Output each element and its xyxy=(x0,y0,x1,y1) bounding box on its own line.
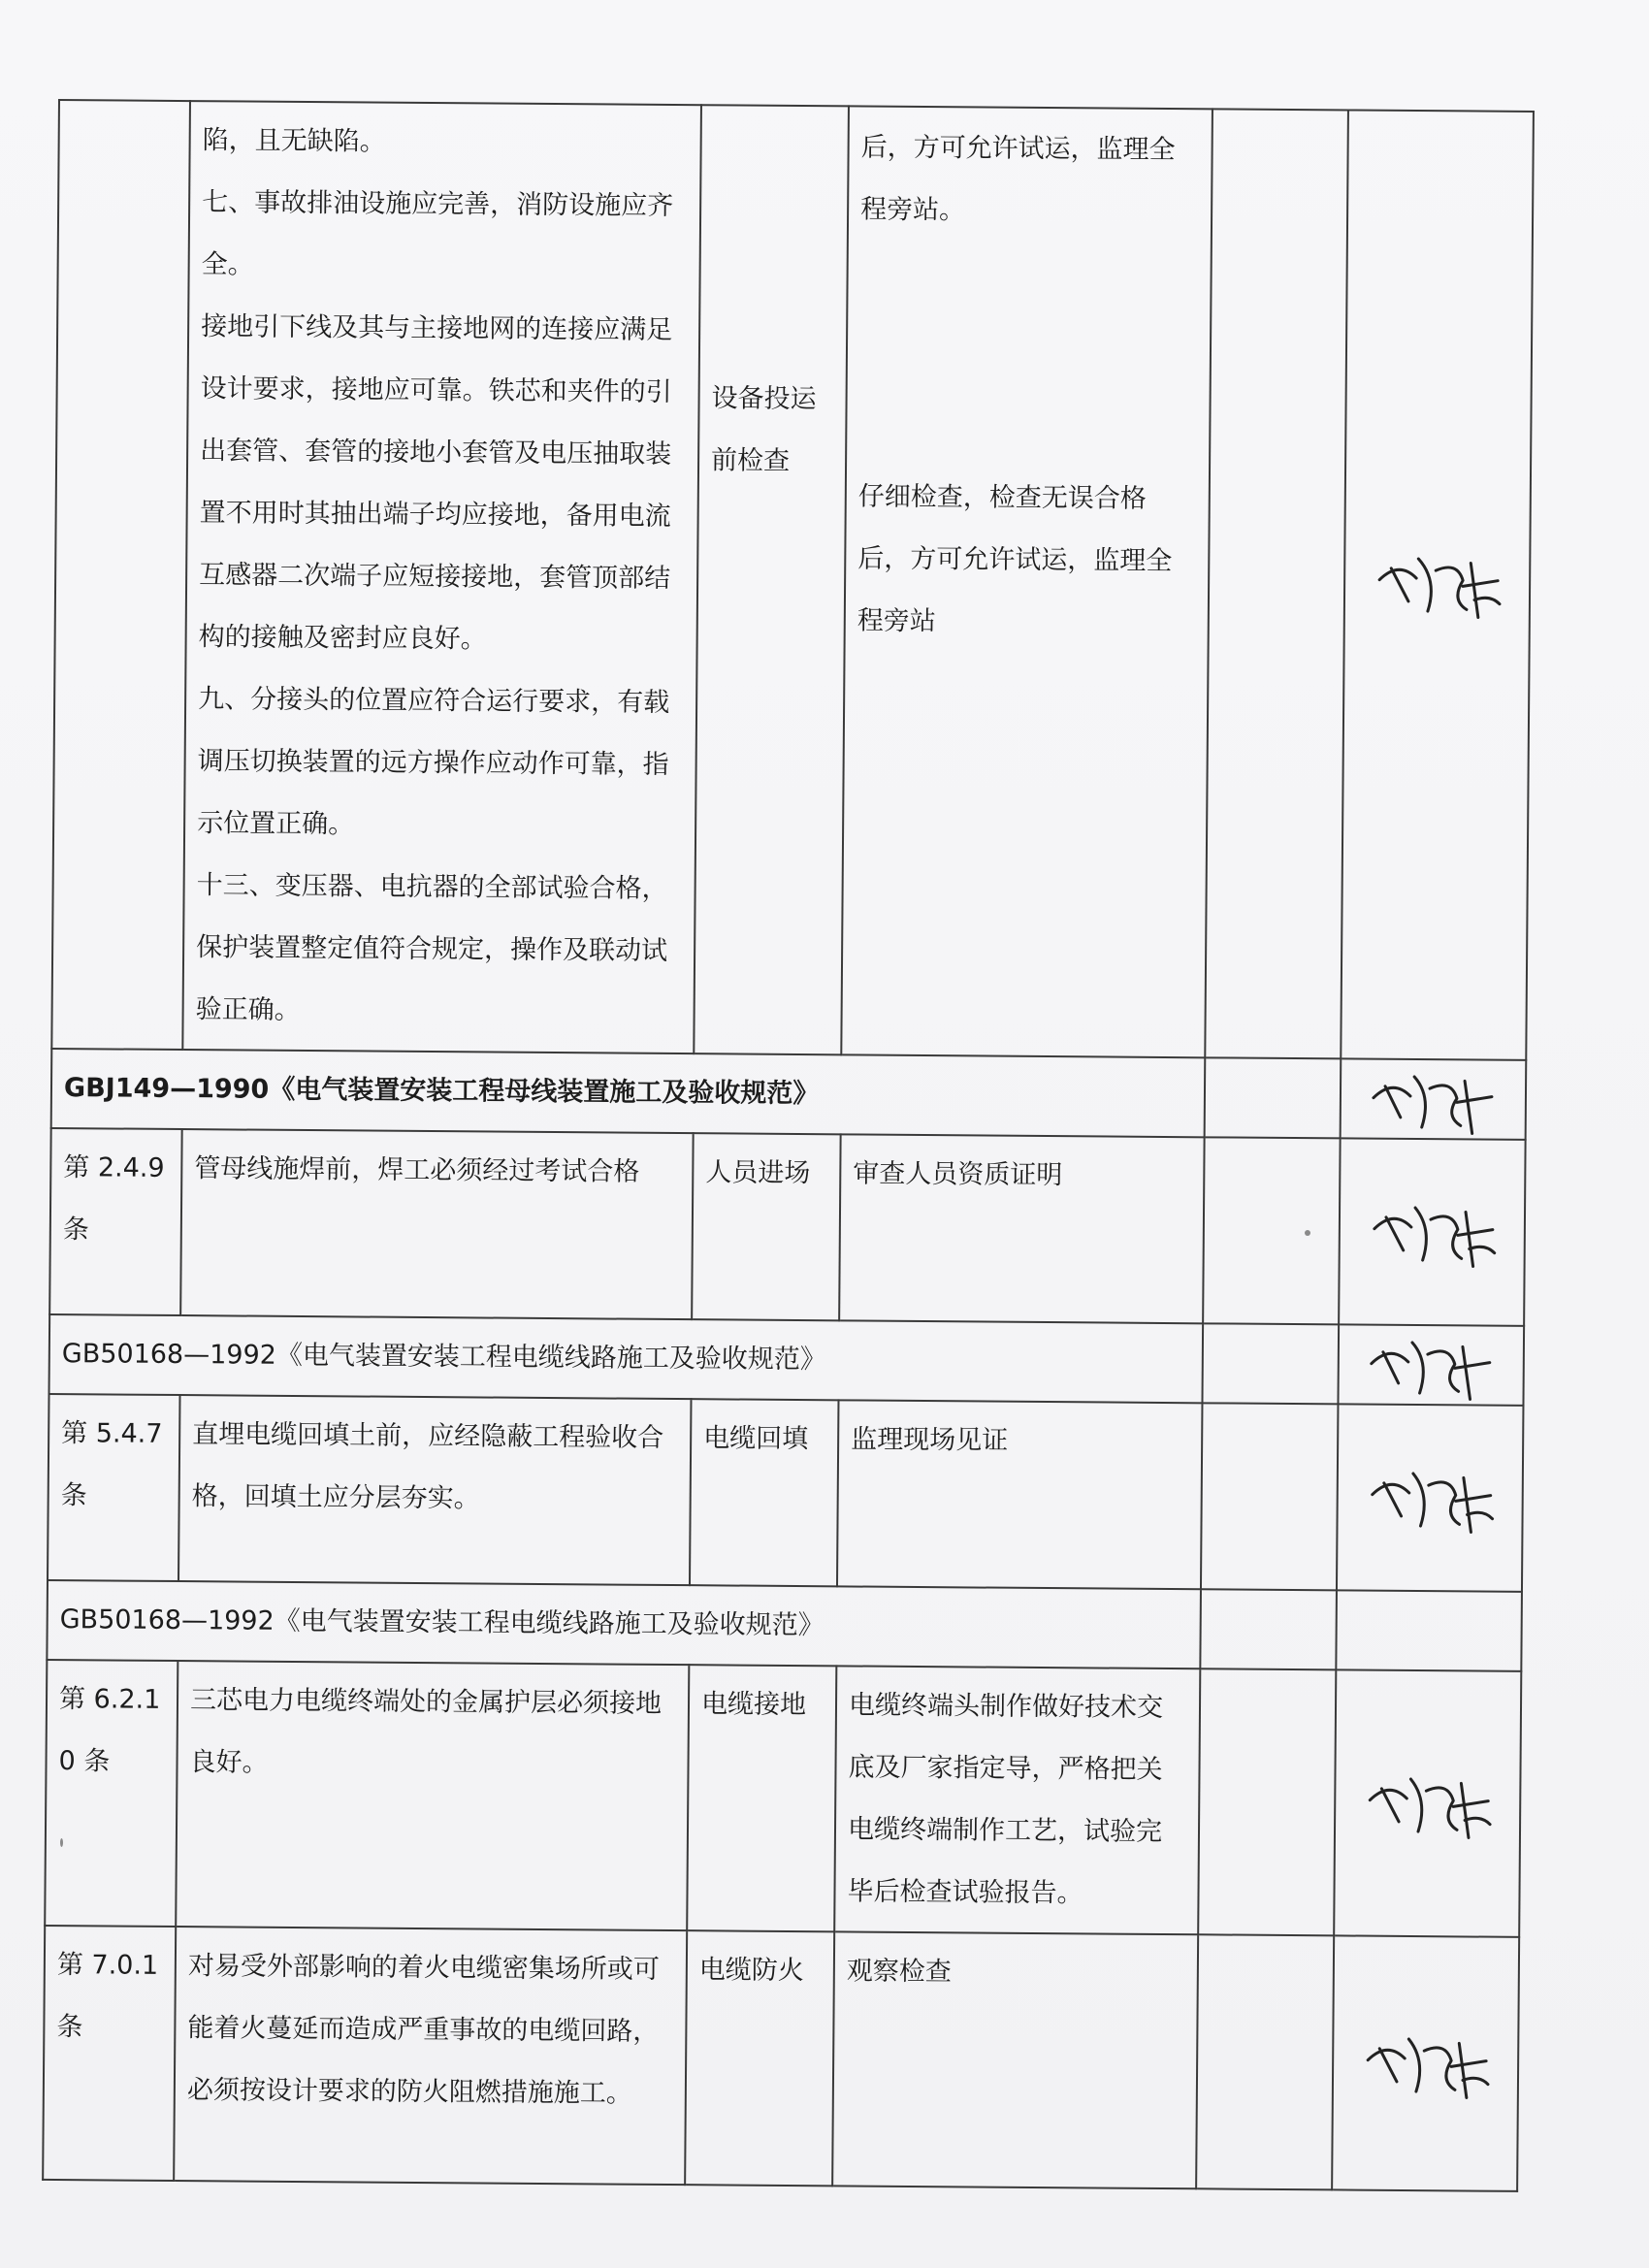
control-item: 人员进场 xyxy=(692,1133,841,1320)
table-row xyxy=(48,1394,1523,1592)
control-item: 电缆防火 xyxy=(685,1930,834,2186)
blank-cell xyxy=(1198,1669,1336,1935)
clause-number-cell xyxy=(51,100,190,1050)
control-method: 观察检查 xyxy=(832,1931,1198,2188)
handwritten-signature xyxy=(1362,1454,1499,1542)
control-item-cell xyxy=(694,105,849,1054)
handwritten-signature xyxy=(1363,1321,1500,1409)
clause-text: 直埋电缆回填土前，应经隐蔽工程验收合格，回填土应分层夯实。 xyxy=(178,1395,691,1585)
blank-cell xyxy=(1202,1323,1339,1404)
control-method-text: 仔细检查，检查无误合格后，方可允许试运，监理全程旁站 xyxy=(857,481,1173,637)
clause-paragraph: 九、分接头的位置应符合运行要求，有载调压切换装置的远方操作应动作可靠，指示位置正确。 xyxy=(197,684,670,840)
signature-cell xyxy=(1334,1669,1521,1936)
clause-text: 三芯电力电缆终端处的金属护层必须接地良好。 xyxy=(176,1661,689,1930)
table-row xyxy=(51,100,1534,1060)
clause-paragraph: 陷，且无缺陷。 xyxy=(202,125,386,157)
handwritten-signature xyxy=(1369,541,1505,630)
blank-cell xyxy=(1196,1934,1334,2189)
clause-number: 第 2.4.9 条 xyxy=(49,1128,182,1315)
handwritten-signature xyxy=(1357,2020,1494,2108)
standard-title: GB50168—1992《电气装置安装工程电缆线路施工及验收规范》 xyxy=(47,1580,1201,1669)
control-item-text: 设备投运前检查 xyxy=(710,383,817,476)
signature-cell xyxy=(1341,1058,1527,1139)
signature-cell xyxy=(1332,1935,1519,2190)
signature-cell xyxy=(1338,1324,1524,1405)
clause-text: 管母线施焊前，焊工必须经过考试合格 xyxy=(180,1129,693,1319)
control-method: 监理现场见证 xyxy=(837,1400,1202,1589)
blank-cell xyxy=(1205,109,1348,1058)
clause-number: 第 6.2.10 条 xyxy=(45,1660,178,1927)
standard-title: GBJ149—1990《电气装置安装工程母线装置施工及验收规范》 xyxy=(51,1049,1206,1137)
control-method-cell xyxy=(841,106,1212,1057)
signature-cell xyxy=(1339,1138,1526,1325)
control-item: 电缆回填 xyxy=(690,1399,839,1586)
clause-paragraph: 接地引下线及其与主接地网的连接应满足设计要求，接地应可靠。铁芯和夹件的引出套管、套管的接地小套管及电压抽取装置不用时其抽出端子均应接地，备用电流互感器二次端子应短接接地，套管顶部结构的接触及密封应良好。 xyxy=(198,311,673,655)
inspection-table xyxy=(42,99,1535,2192)
blank-cell xyxy=(1201,1403,1339,1590)
standard-header-row xyxy=(49,1314,1525,1406)
handwritten-signature xyxy=(1364,1188,1501,1277)
clause-number: 第 5.4.7 条 xyxy=(48,1394,180,1581)
standard-title: GB50168—1992《电气装置安装工程电缆线路施工及验收规范》 xyxy=(49,1314,1204,1403)
clause-text: 对易受外部影响的着火电缆密集场所或可能着火蔓延而造成严重事故的电缆回路，必须按设计要求的防火阻燃措施施工。 xyxy=(174,1927,687,2185)
table-row xyxy=(43,1926,1519,2191)
control-item: 电缆接地 xyxy=(687,1665,836,1931)
clause-paragraph: 七、事故排油设施应完善，消防设施应齐全。 xyxy=(201,187,674,280)
handwritten-signature xyxy=(1359,1760,1496,1848)
clause-paragraph: 十三、变压器、电抗器的全部试验合格，保护装置整定值符合规定，操作及联动试验正确。 xyxy=(195,870,668,1025)
signature-cell xyxy=(1341,110,1534,1059)
standard-header-row xyxy=(51,1049,1527,1140)
table-row xyxy=(49,1128,1525,1326)
blank-cell xyxy=(1205,1057,1342,1138)
standard-header-row xyxy=(47,1580,1522,1671)
control-method-text: 后，方可允许试运，监理全程旁站。 xyxy=(860,132,1176,226)
control-method: 电缆终端头制作做好技术交底及厂家指定导，严格把关电缆终端制作工艺，试验完毕后检查试验报告。 xyxy=(834,1666,1200,1934)
blank-cell xyxy=(1200,1589,1337,1669)
table-row xyxy=(45,1660,1521,1937)
signature-cell xyxy=(1337,1404,1524,1591)
handwritten-signature xyxy=(1365,1055,1502,1144)
signature-cell xyxy=(1336,1590,1522,1670)
control-method: 审查人员资质证明 xyxy=(839,1134,1204,1323)
blank-cell xyxy=(1203,1137,1341,1324)
clause-number: 第 7.0.1 条 xyxy=(43,1926,176,2181)
clause-text-cell xyxy=(182,101,701,1053)
